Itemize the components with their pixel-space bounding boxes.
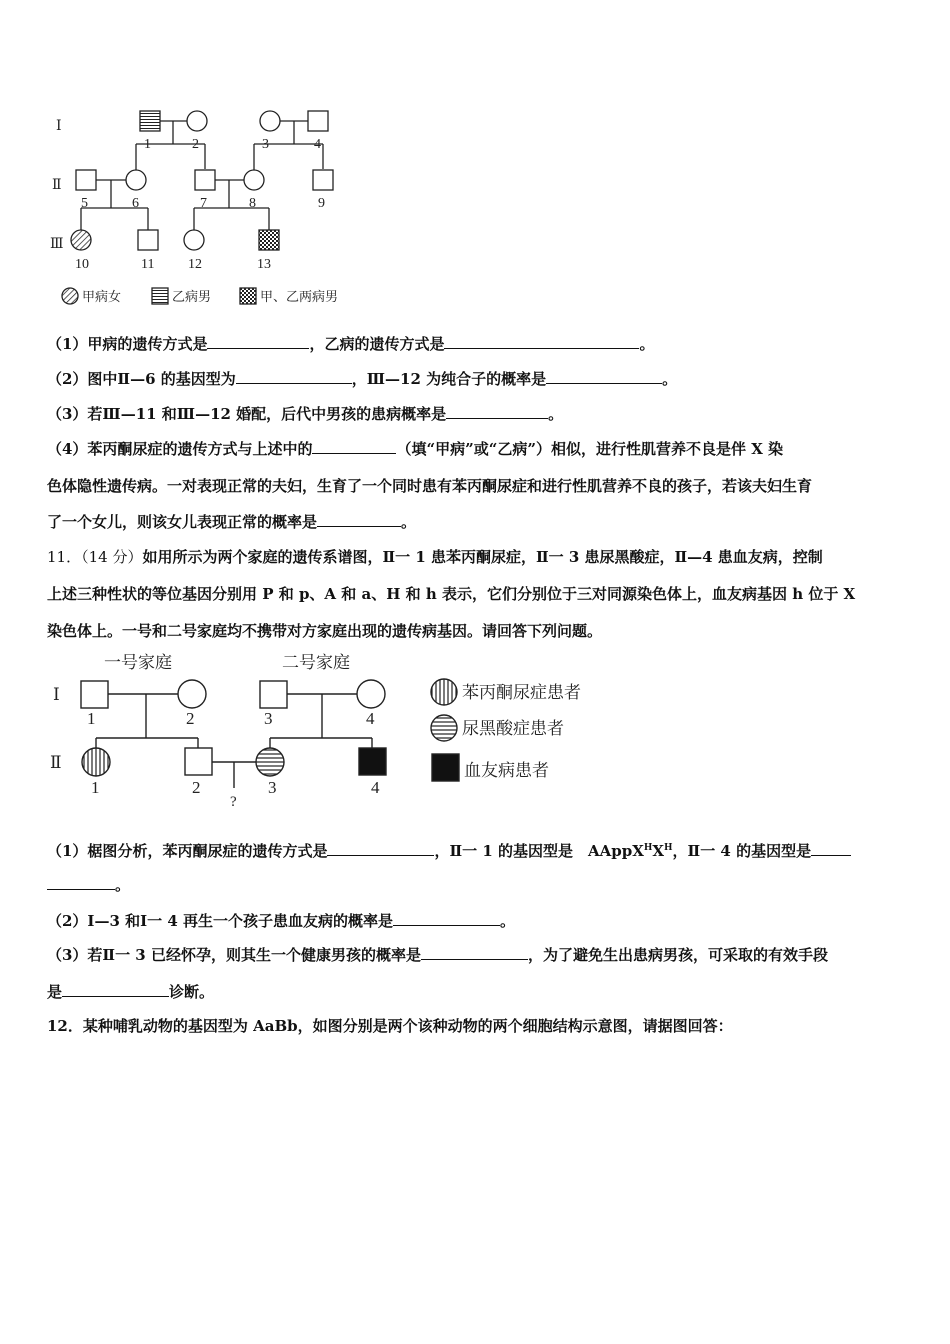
individual-number: 2	[192, 778, 201, 797]
individual-number: 11	[141, 257, 155, 272]
pedigree-figure-2	[46, 648, 606, 813]
q11-part2: （2）Ⅰ—3 和Ⅰ一 4 再生一个孩子患血友病的概率是 。	[47, 912, 516, 930]
q10-part4-line3: 了一个女儿，则该女儿表现正常的概率是 。	[47, 513, 417, 531]
answer-blank[interactable]	[421, 945, 528, 960]
answer-blank[interactable]	[546, 369, 662, 384]
individual-number: 4	[371, 778, 380, 797]
answer-blank[interactable]	[62, 982, 169, 997]
q12-intro: 12．某种哺乳动物的基因型为 AaBb，如图分别是两个该种动物的两个细胞结构示意图，请据图回答：	[47, 1017, 733, 1035]
q10-part4-line2: 色体隐性遗传病。一对表现正常的夫妇，生育了一个同时患有苯丙酮尿症和进行性肌营养不良的孩子，若该夫妇生育	[47, 477, 813, 495]
answer-blank[interactable]	[317, 512, 401, 527]
answer-blank[interactable]	[811, 841, 851, 856]
individual-number: 3	[264, 709, 273, 728]
individual-number: 2	[192, 137, 199, 152]
legend-label: 苯丙酮尿症患者	[462, 683, 581, 702]
individual-number: 6	[132, 196, 139, 211]
legend-label: 甲、乙两病男	[260, 289, 339, 304]
q11-intro-line1: 11．（14 分）如用所示为两个家庭的遗传系谱图，Ⅱ一 1 患苯丙酮尿症，Ⅱ一 3 患尿黑酸症，Ⅱ—4 患血友病，控制	[47, 548, 823, 566]
q11-part3: （3）若Ⅱ一 3 已经怀孕，则其生一个健康男孩的概率是 ，为了避免生出患病男孩，可采取的有效手段	[47, 946, 828, 964]
gen-label-II: Ⅱ	[52, 178, 62, 193]
answer-blank[interactable]	[327, 841, 434, 856]
individual-number: 1	[87, 709, 96, 728]
legend-label: 乙病男	[172, 289, 212, 304]
q11-intro-line2: 上述三种性状的等位基因分别用 P 和 p、A 和 a、H 和 h 表示，它们分别位于三对同源染色体上，血友病基因 h 位于 X	[47, 585, 856, 603]
individual-number: 2	[186, 709, 195, 728]
individual-number: 8	[249, 196, 256, 211]
q10-part1: （1）甲病的遗传方式是 ，乙病的遗传方式是 。	[47, 335, 655, 353]
family-2-label: 二号家庭	[282, 653, 350, 672]
legend-label: 甲病女	[82, 289, 122, 304]
individual-number: 10	[75, 257, 89, 272]
question-mark: ?	[230, 794, 237, 810]
gen-label-II: Ⅱ	[50, 753, 62, 772]
answer-blank[interactable]	[236, 369, 352, 384]
q10-part3: （3）若Ⅲ—11 和Ⅲ—12 婚配，后代中男孩的患病概率是 。	[47, 405, 564, 423]
family-1-label: 一号家庭	[104, 653, 172, 672]
gen-label-III: Ⅲ	[50, 237, 64, 252]
individual-number: 5	[81, 196, 88, 211]
q10-part2: （2）图中Ⅱ—6 的基因型为 ，Ⅲ—12 为纯合子的概率是 。	[47, 370, 678, 388]
q11-part1-cont: 。	[47, 874, 917, 896]
legend-label: 血友病患者	[464, 761, 549, 780]
gen-label-I: Ⅰ	[56, 119, 62, 134]
answer-blank[interactable]	[47, 875, 115, 890]
answer-blank[interactable]	[446, 404, 548, 419]
individual-number: 3	[268, 778, 277, 797]
individual-number: 1	[91, 778, 100, 797]
individual-number: 4	[366, 709, 375, 728]
answer-blank[interactable]	[444, 334, 639, 349]
individual-number: 3	[262, 137, 269, 152]
q11-intro-line3: 染色体上。一号和二号家庭均不携带对方家庭出现的遗传病基因。请回答下列问题。	[47, 622, 603, 640]
answer-blank[interactable]	[312, 439, 396, 454]
individual-number: 7	[200, 196, 207, 211]
individual-number: 1	[144, 137, 151, 152]
gen-label-I: Ⅰ	[53, 685, 60, 704]
pedigree-figure-1	[48, 100, 378, 315]
q11-part3-line2: 是 诊断。	[47, 983, 215, 1001]
individual-number: 4	[314, 137, 321, 152]
answer-blank[interactable]	[207, 334, 309, 349]
individual-number: 13	[257, 257, 271, 272]
individual-number: 12	[188, 257, 202, 272]
q10-part4: （4）苯丙酮尿症的遗传方式与上述中的 （填“甲病”或“乙病”）相似，进行性肌营养不良是伴 X 染	[47, 440, 784, 458]
answer-blank[interactable]	[393, 911, 500, 926]
legend-label: 尿黑酸症患者	[462, 719, 564, 738]
individual-number: 9	[318, 196, 325, 211]
q11-part1: （1）椐图分析，苯丙酮尿症的遗传方式是 ，Ⅱ一 1 的基因型是 $AAppX^HX^H$，Ⅱ一 4 的基因型是	[47, 837, 917, 862]
